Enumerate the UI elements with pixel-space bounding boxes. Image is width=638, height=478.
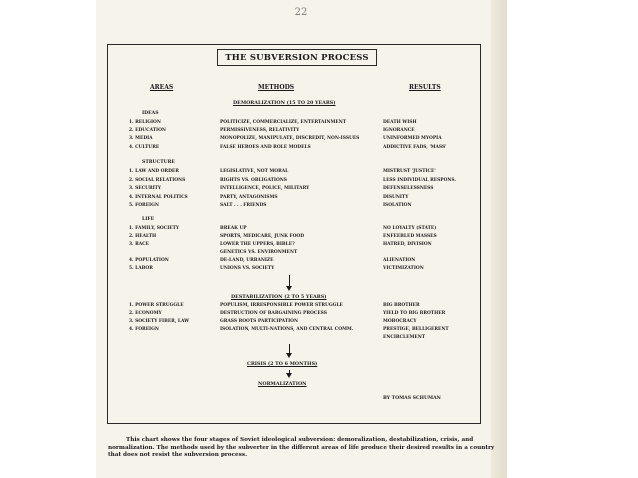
area-cell: 1. RELIGION xyxy=(129,120,161,125)
method-cell: DE-LAND, URBANIZE xyxy=(220,258,274,263)
method-cell: GENETICS VS. ENVIRONMENT xyxy=(220,250,298,255)
area-cell: 4. POPULATION xyxy=(129,258,169,263)
method-cell: BREAK UP xyxy=(220,226,247,231)
chart-title: THE SUBVERSION PROCESS xyxy=(217,49,377,66)
area-cell: 3. MEDIA xyxy=(129,136,153,142)
method-cell: PARTY, ANTAGONISMS xyxy=(220,194,278,200)
result-cell: ADDICTIVE FADS, 'MASS' xyxy=(383,144,447,150)
area-cell: 2. HEALTH xyxy=(129,234,157,239)
method-cell: GRASS ROOTS PARTICIPATION xyxy=(220,319,298,324)
result-cell: DEFENSELESSNESS xyxy=(383,186,434,192)
area-cell: 2. SOCIAL RELATIONS xyxy=(129,177,186,183)
area-cell: 4. CULTURE xyxy=(129,144,160,150)
destabilization-heading: DESTABILIZATION (2 TO 5 YEARS) xyxy=(231,294,327,300)
method-cell: LEGISLATIVE, NOT MORAL xyxy=(220,169,289,174)
result-cell: HATRED, DIVISION xyxy=(383,242,432,247)
result-cell: MISTRUST 'JUSTICE' xyxy=(383,169,436,174)
ideas-label: IDEAS xyxy=(142,111,159,116)
method-cell: SPORTS, MEDICARE, JUNK FOOD xyxy=(220,234,305,239)
area-cell: 5. FOREIGN xyxy=(129,203,159,209)
author-credit: BY TOMAS SCHUMAN xyxy=(383,396,441,401)
header-methods: METHODS xyxy=(258,84,295,91)
area-cell: 1. FAMILY, SOCIETY xyxy=(129,226,180,231)
result-cell: ENCIRCLEMENT xyxy=(383,335,425,340)
down-arrow-icon xyxy=(286,353,292,358)
demoralization-heading: DEMORALIZATION (15 TO 20 YEARS) xyxy=(233,100,336,106)
result-cell: VICTIMIZATION xyxy=(383,266,424,271)
header-areas: AREAS xyxy=(150,84,174,91)
result-cell: ALIENATION xyxy=(383,258,416,263)
method-cell: LOWER THE UPPERS, BIBLE? xyxy=(220,242,295,247)
area-cell: 5. LABOR xyxy=(129,266,153,271)
method-cell: DESTRUCTION OF BARGAINING PROCESS xyxy=(220,311,327,316)
caption: This chart shows the four stages of Soviet ideological subversion: demoralization, destabilization, crisis, and normalization. The methods used by the subverter in the different areas of life produce their desired results in a country that does not resist the subversion process. xyxy=(108,437,495,459)
result-cell: PRESTIGE, BELLIGERENT xyxy=(383,327,449,332)
header-results: RESULTS xyxy=(409,84,441,91)
result-cell: LESS INDIVIDUAL RESPONS. xyxy=(383,177,456,183)
method-cell: RIGHTS VS. OBLIGATIONS xyxy=(220,177,287,183)
down-arrow-icon xyxy=(286,373,292,378)
result-cell: DISUNITY xyxy=(383,194,409,200)
area-cell: 3. RACE xyxy=(129,242,150,247)
area-cell: 1. POWER STRUGGLE xyxy=(129,303,184,308)
result-cell: DEATH WISH xyxy=(383,120,417,125)
method-cell: ISOLATION, MULTI-NATIONS, AND CENTRAL COMM. xyxy=(220,327,354,332)
method-cell: SALT . . . FRIENDS xyxy=(220,203,267,209)
result-cell: UNINFORMED MYOPIA xyxy=(383,136,442,142)
method-cell: PERMISSIVENESS, RELATIVITY xyxy=(220,128,300,134)
result-cell: YIELD TO BIG BROTHER xyxy=(383,311,446,316)
area-cell: 2. EDUCATION xyxy=(129,128,166,134)
normalization-heading: NORMALIZATION xyxy=(258,381,307,387)
result-cell: IGNORANCE xyxy=(383,128,415,134)
method-cell: UNIONS VS. SOCIETY xyxy=(220,266,275,271)
result-cell: NO LOYALTY (STATE) xyxy=(383,226,437,231)
method-cell: FALSE HEROES AND ROLE MODELS xyxy=(220,144,311,150)
area-cell: 3. SOCIETY FIBER, LAW xyxy=(129,319,190,324)
page-number: 22 xyxy=(294,7,308,18)
crisis-heading: CRISIS (2 TO 6 MONTHS) xyxy=(247,361,318,367)
life-label: LIFE xyxy=(142,217,155,222)
area-cell: 1. LAW AND ORDER xyxy=(129,169,179,174)
method-cell: INTELLIGENCE, POLICE, MILITARY xyxy=(220,186,310,192)
area-cell: 2. ECONOMY xyxy=(129,311,162,316)
method-cell: POPULISM, IRRESPONSIBLE POWER STRUGGLE xyxy=(220,303,343,308)
structure-label: STRUCTURE xyxy=(142,160,175,165)
area-cell: 3. SECURITY xyxy=(129,186,162,192)
method-cell: MONOPOLIZE, MANIPULATE, DISCREDIT, NON-ISSUES xyxy=(220,136,360,142)
result-cell: ISOLATION xyxy=(383,203,412,209)
result-cell: MOBOCRACY xyxy=(383,319,417,324)
area-cell: 4. FOREIGN xyxy=(129,327,159,332)
method-cell: POLITICIZE, COMMERCIALIZE, ENTERTAINMENT xyxy=(220,120,347,125)
down-arrow-icon xyxy=(286,286,292,291)
result-cell: ENFEEBLED MASSES xyxy=(383,234,437,239)
area-cell: 4. INTERNAL POLITICS xyxy=(129,194,188,200)
result-cell: BIG BROTHER xyxy=(383,303,420,308)
